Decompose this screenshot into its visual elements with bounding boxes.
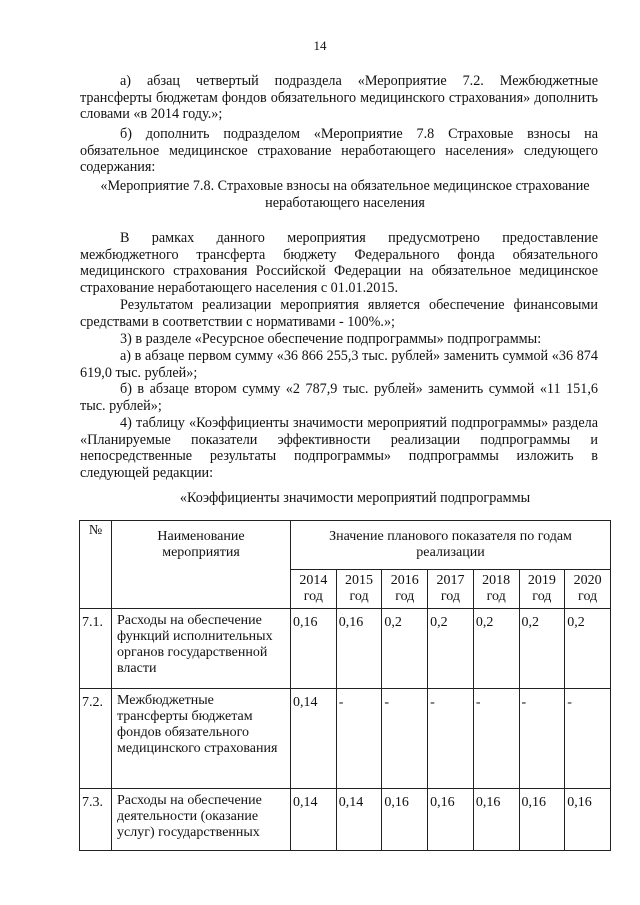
page-number: 14 [313, 38, 327, 53]
row-value: 0,16 [291, 609, 337, 689]
table-row [80, 689, 611, 789]
header-name: Наименование мероприятия [112, 521, 291, 609]
row-value: 0,14 [291, 789, 337, 851]
year-cell: 2016 год [382, 570, 428, 609]
row-value: 0,2 [473, 609, 519, 689]
row-name: Расходы на обеспечение деятельности (оказание услуг) государственных [112, 789, 291, 851]
row-value: 0,16 [428, 789, 474, 851]
row-value: - [565, 689, 611, 789]
coefficients-table [79, 520, 611, 851]
header-num: № [80, 521, 112, 609]
row-value: 0,16 [382, 789, 428, 851]
row-value: 0,16 [519, 789, 565, 851]
paragraph-item-3a: а) в абзаце первом сумму «36 866 255,3 тыс. рублей» заменить суммой «36 874 619,0 тыс. рублей»; [80, 348, 598, 381]
paragraph-description: В рамках данного мероприятия предусмотрено предоставление межбюджетного трансферта бюджету Федерального фонда обязательного медицинского страхования Российской Федерации на обязательное медицинское страхование неработающего населения с 01.01.2015. [80, 230, 598, 296]
paragraph-result: Результатом реализации мероприятия является обеспечение финансовыми средствами в соответствии с нормативами - 100%.»; [80, 297, 598, 330]
row-value: 0,2 [565, 609, 611, 689]
row-num: 7.1. [80, 609, 112, 689]
row-value: 0,16 [336, 609, 382, 689]
row-value: - [336, 689, 382, 789]
row-value: 0,2 [519, 609, 565, 689]
row-value: - [473, 689, 519, 789]
year-cell: 2015 год [336, 570, 382, 609]
year-cell: 2017 год [428, 570, 474, 609]
row-value: 0,14 [291, 689, 337, 789]
paragraph-amend-b: б) дополнить подразделом «Мероприятие 7.8 Страховые взносы на обязательное медицинское страхование неработающего населения» следующего содержания: [80, 126, 598, 176]
row-num: 7.2. [80, 689, 112, 789]
row-value: 0,14 [336, 789, 382, 851]
row-value: - [519, 689, 565, 789]
table-row [80, 609, 611, 689]
row-value: 0,16 [565, 789, 611, 851]
row-name: Расходы на обеспечение функций исполнительных органов государственной власти [112, 609, 291, 689]
paragraph-item-4: 4) таблицу «Коэффициенты значимости мероприятий подпрограммы» раздела «Планируемые показатели эффективности реализации подпрограммы и непосредственные результаты подпрограммы» подпрограммы изложить в следующей редакции: [80, 415, 598, 481]
paragraph-amend-a: а) абзац четвертый подраздела «Мероприятие 7.2. Межбюджетные трансферты бюджетам фондов обязательного медицинского страхования» дополнить словами «в 2014 году.»; [80, 73, 598, 123]
year-cell: 2020 год [565, 570, 611, 609]
section-heading-7-8: «Мероприятие 7.8. Страховые взносы на обязательное медицинское страхование неработающего населения [100, 178, 590, 211]
row-num: 7.3. [80, 789, 112, 851]
row-value: 0,2 [382, 609, 428, 689]
row-name: Межбюджетные трансферты бюджетам фондов обязательного медицинского страхования [112, 689, 291, 789]
paragraph-item-3b: б) в абзаце втором сумму «2 787,9 тыс. рублей» заменить суммой «11 151,6 тыс. рублей»; [80, 381, 598, 414]
row-value: - [382, 689, 428, 789]
header-values: Значение планового показателя по годам реализации [291, 521, 611, 570]
year-cell: 2019 год [519, 570, 565, 609]
paragraph-item-3: 3) в разделе «Ресурсное обеспечение подпрограммы» подпрограммы: [120, 331, 542, 347]
table-header-row [80, 521, 611, 570]
row-value: - [428, 689, 474, 789]
row-value: 0,2 [428, 609, 474, 689]
table-title: «Коэффициенты значимости мероприятий подпрограммы [179, 490, 531, 506]
row-value: 0,16 [473, 789, 519, 851]
table-row [80, 789, 611, 851]
year-cell: 2014 год [291, 570, 337, 609]
year-cell: 2018 год [473, 570, 519, 609]
